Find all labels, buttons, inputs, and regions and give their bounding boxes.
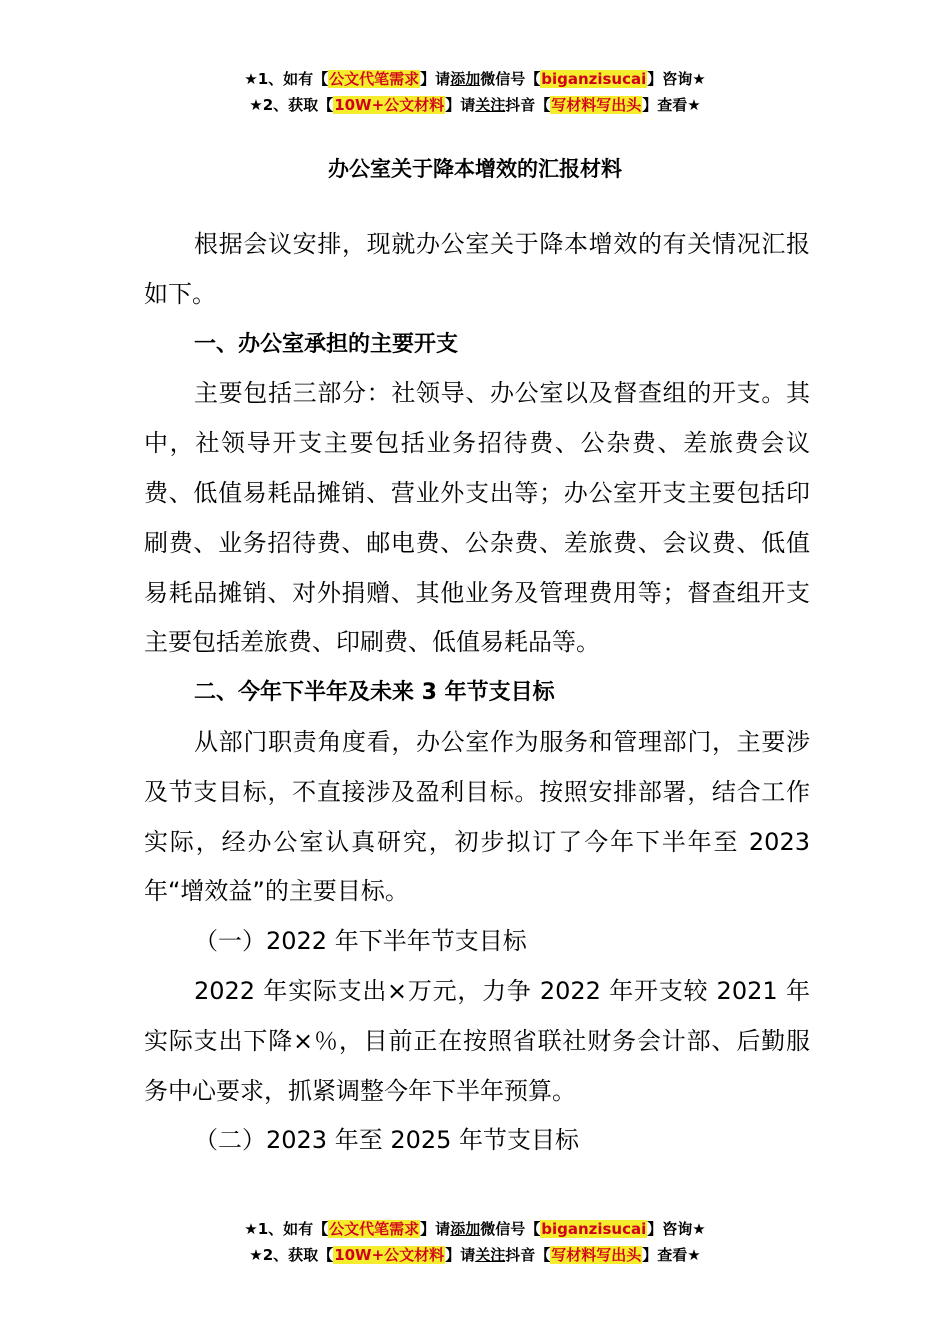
highlight-materials: 10W+公文材料: [334, 1246, 445, 1264]
targets-paragraph: 从部门职责角度看，办公室作为服务和管理部门，主要涉及节支目标，不直接涉及盈利目标。按照安排部署，结合工作实际，经办公室认真研究，初步拟订了今年下半年至 2023 年“增效益”的主要目标。: [144, 727, 810, 906]
section-heading-2: 二、今年下半年及未来 3 年节支目标: [194, 680, 555, 706]
highlight-douyin-account: 写材料写出头: [551, 96, 642, 114]
intro-paragraph: 根据会议安排，现就办公室关于降本增效的有关情况汇报如下。: [144, 230, 810, 308]
target-2022-paragraph: 2022 年实际支出×万元，力争 2022 年开支较 2021 年实际支出下降×％，目前正在按照省联社财务会计部、后勤服务中心要求，抓紧调整今年下半年预算。: [144, 976, 810, 1105]
promo-banner-bottom: [0, 1216, 950, 1268]
expenses-paragraph: 主要包括三部分：社领导、办公室以及督查组的开支。其中，社领导开支主要包括业务招待费、公杂费、差旅费会议费、低值易耗品摊销、营业外支出等；办公室开支主要包括印刷费、业务招待费、邮电费、公杂费、差旅费、会议费、低值易耗品摊销、对外捐赠、其他业务及管理费用等；督查组开支主要包括差旅费、印刷费、低值易耗品等。: [144, 379, 810, 657]
promo-banner-top: [0, 66, 950, 118]
highlight-service: 公文代笔需求: [329, 1220, 420, 1238]
document-title: 办公室关于降本增效的汇报材料: [328, 157, 622, 181]
highlight-wechat-id: biganzisucai: [541, 70, 647, 88]
highlight-service: 公文代笔需求: [329, 70, 420, 88]
highlight-wechat-id: biganzisucai: [541, 1220, 647, 1238]
subsection-heading-2: （二）2023 年至 2025 年节支目标: [194, 1126, 580, 1155]
promo-line-2: ★2、获取【10W+公文材料】请关注抖音【写材料写出头】查看★: [249, 96, 701, 114]
promo-line-1: ★1、如有【公文代笔需求】请添加微信号【biganzisucai】咨询★: [244, 1220, 706, 1238]
promo-line-1: ★1、如有【公文代笔需求】请添加微信号【biganzisucai】咨询★: [244, 70, 706, 88]
section-heading-1: 一、办公室承担的主要开支: [194, 331, 459, 357]
highlight-materials: 10W+公文材料: [334, 96, 445, 114]
document-body: [144, 220, 810, 1166]
promo-line-2: ★2、获取【10W+公文材料】请关注抖音【写材料写出头】查看★: [249, 1246, 701, 1264]
highlight-douyin-account: 写材料写出头: [551, 1246, 642, 1264]
subsection-heading-1: （一）2022 年下半年节支目标: [194, 927, 527, 956]
